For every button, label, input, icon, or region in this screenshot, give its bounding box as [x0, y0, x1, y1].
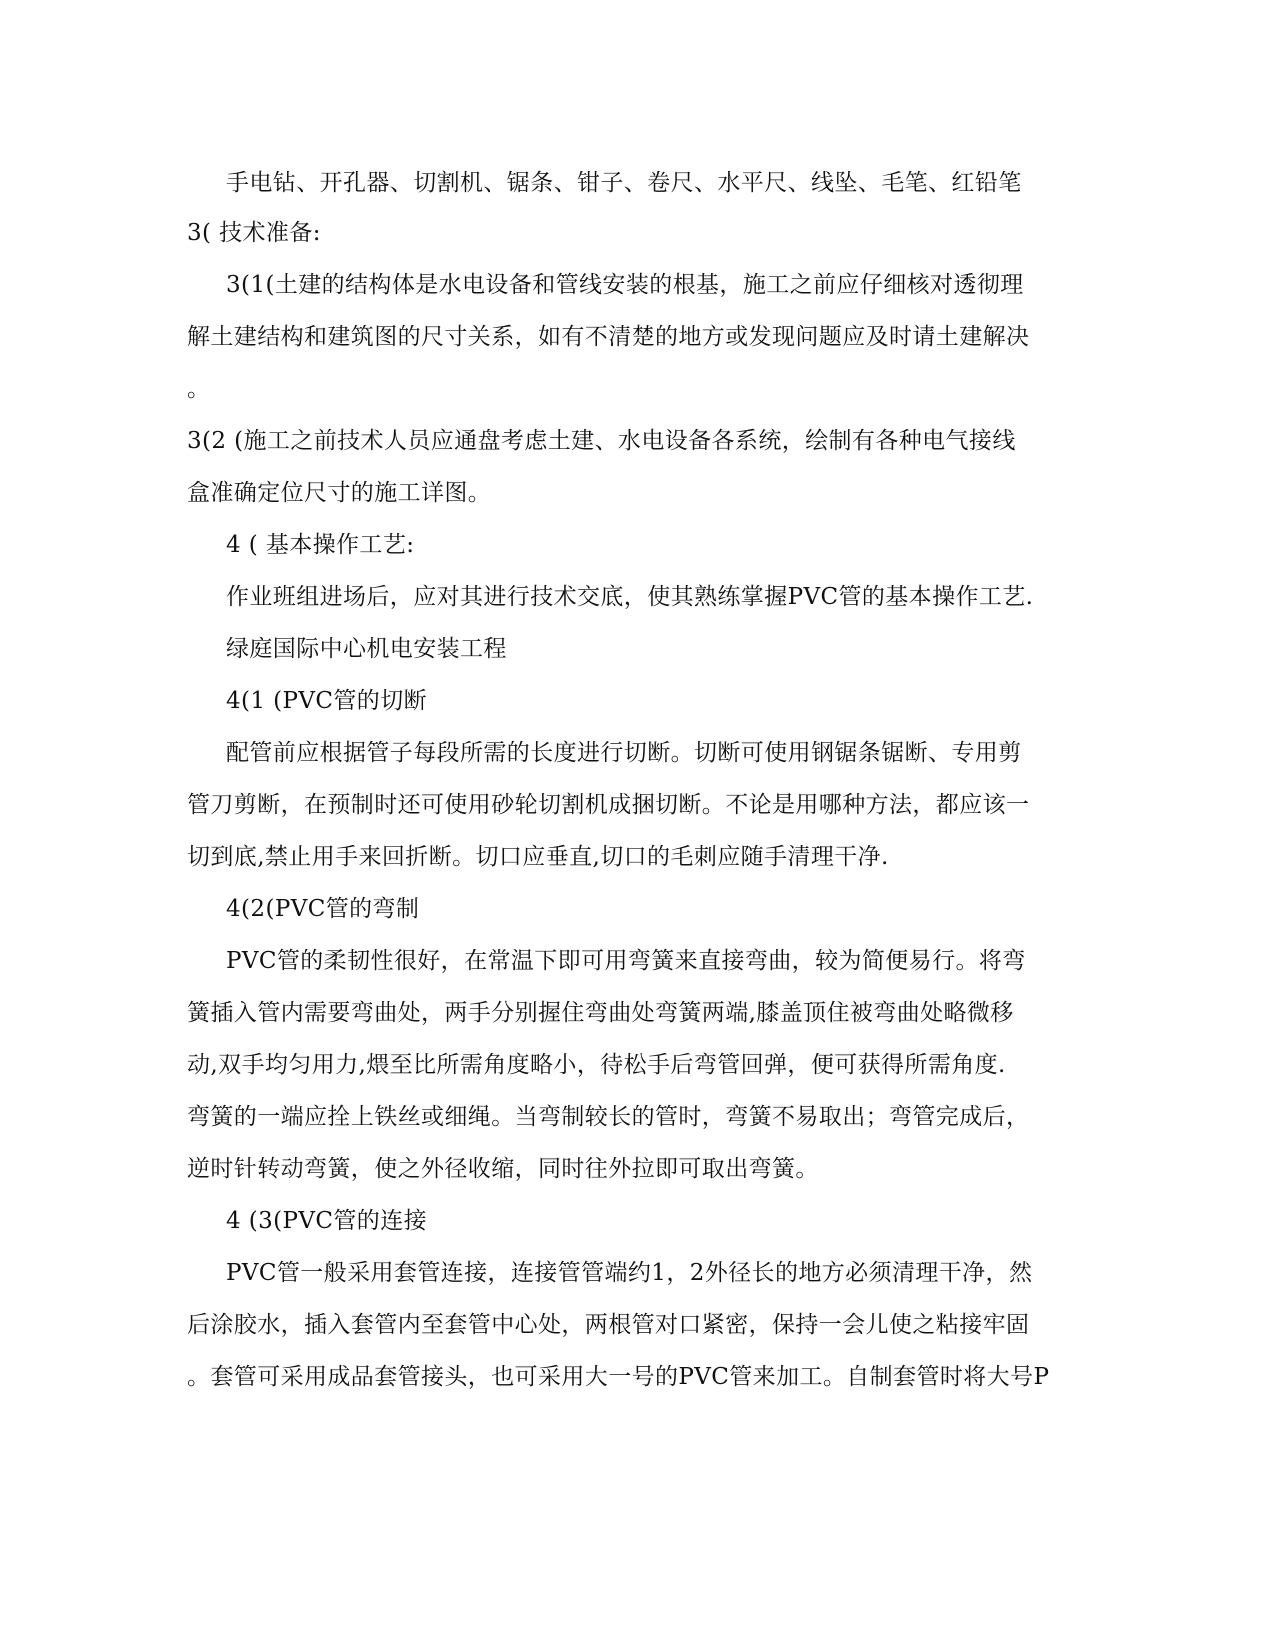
- text-line: 管刀剪断，在预制时还可使用砂轮切割机成捆切断。不论是用哪种方法，都应该一: [187, 792, 1030, 818]
- text-line: 盒准确定位尺寸的施工详图。: [187, 480, 492, 506]
- text-line: 。套管可采用成品套管接头，也可采用大一号的PVC管来加工。自制套管时将大号P: [187, 1364, 1050, 1390]
- text-line: PVC管一般采用套管连接，连接管管端约1，2外径长的地方必须清理干净，然: [226, 1260, 1033, 1286]
- text-line: 簧插入管内需要弯曲处，两手分别握住弯曲处弯簧两端,膝盖顶住被弯曲处略微移: [187, 1000, 1014, 1026]
- text-line-3-1: 3(1(土建的结构体是水电设备和管线安装的根基，施工之前应仔细核对透彻理: [226, 272, 1024, 298]
- text-line: 逆时针转动弯簧，使之外径收缩，同时往外拉即可取出弯簧。: [187, 1156, 819, 1182]
- text-line: 解土建结构和建筑图的尺寸关系，如有不清楚的地方或发现问题应及时请土建解决: [187, 324, 1030, 350]
- text-line: 后涂胶水，插入套管内至套管中心处，两根管对口紧密，保持一会儿使之粘接牢固: [187, 1312, 1030, 1338]
- heading-pvc-bending: 4(2(PVC管的弯制: [226, 896, 420, 922]
- text-line: PVC管的柔韧性很好，在常温下即可用弯簧来直接弯曲，较为简便易行。将弯: [226, 948, 1026, 974]
- text-line: 动,双手均匀用力,煨至比所需角度略小，待松手后弯管回弹，便可获得所需角度.: [187, 1052, 1006, 1078]
- heading-basic-process: 4 ( 基本操作工艺:: [226, 532, 415, 558]
- text-line: 弯簧的一端应拴上铁丝或细绳。当弯制较长的管时，弯簧不易取出；弯管完成后，: [187, 1104, 1030, 1130]
- heading-pvc-connection: 4 (3(PVC管的连接: [226, 1208, 428, 1234]
- heading-pvc-cutting: 4(1 (PVC管的切断: [226, 688, 428, 714]
- text-line: 作业班组进场后，应对其进行技术交底，使其熟练掌握PVC管的基本操作工艺.: [226, 584, 1034, 610]
- heading-technical-preparation: 3( 技术准备:: [187, 220, 321, 246]
- text-line: 配管前应根据管子每段所需的长度进行切断。切断可使用钢锯条锯断、专用剪: [226, 740, 1022, 766]
- text-line: 。: [187, 376, 211, 402]
- text-line-tools: 手电钻、开孔器、切割机、锯条、钳子、卷尺、水平尺、线坠、毛笔、红铅笔: [226, 170, 1022, 196]
- text-line-3-2: 3(2 (施工之前技术人员应通盘考虑土建、水电设备各系统，绘制有各种电气接线: [187, 428, 1016, 454]
- project-name-line: 绿庭国际中心机电安装工程: [226, 636, 507, 662]
- text-line: 切到底,禁止用手来回折断。切口应垂直,切口的毛刺应随手清理干净.: [187, 844, 889, 870]
